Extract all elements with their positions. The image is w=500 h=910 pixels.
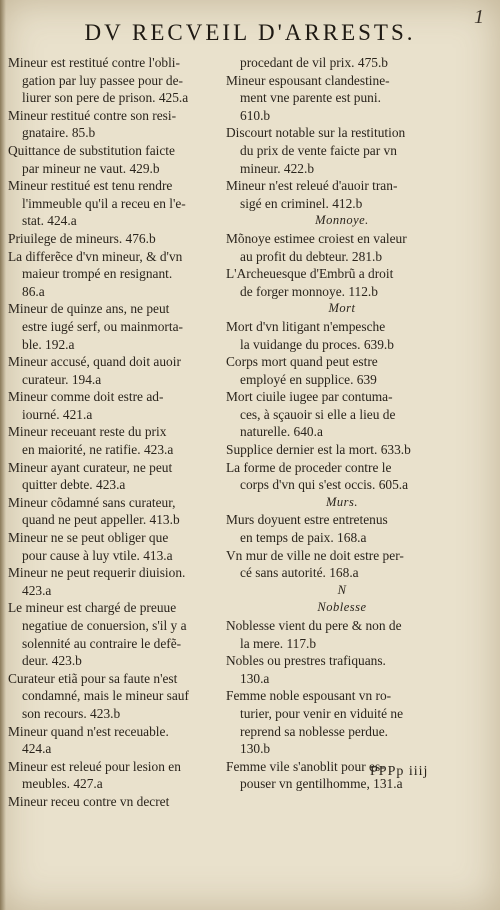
index-entry-line: iourné. 421.a <box>22 406 93 422</box>
index-entry-line: Corps mort quand peut estre <box>226 354 378 370</box>
index-entry-line: Mineur de quinze ans, ne peut <box>8 301 170 317</box>
running-header: DV RECVEIL D'ARRESTS. <box>84 20 416 45</box>
index-entry-line: Le mineur est chargé de preuue <box>8 600 177 616</box>
index-entry-line: par mineur ne vaut. 429.b <box>22 160 160 176</box>
index-entry-line: quand ne peut appeller. 413.b <box>22 512 180 528</box>
index-entry-line: de forger monnoye. 112.b <box>240 283 378 299</box>
index-entry-line: Mineur comme doit estre ad- <box>8 389 164 405</box>
index-entry-line: Discourt notable sur la restitution <box>226 125 406 141</box>
index-entry-line: Mineur quand n'est receuable. <box>8 723 169 739</box>
index-entry-line: Mineur restitué contre son resi- <box>8 107 177 123</box>
printer-signature-mark: PPPp iiij <box>370 764 429 779</box>
index-entry-line: au profit du debteur. 281.b <box>240 248 383 264</box>
index-entry-line: liurer son pere de prison. 425.a <box>22 90 189 106</box>
index-entry-line: pouser vn gentilhomme, 131.a <box>240 776 403 792</box>
index-entry-line: Mineur receu contre vn decret <box>8 793 170 809</box>
index-entry-line: Mineur accusé, quand doit auoir <box>8 354 181 370</box>
index-entry-line: Mineur est releué pour lesion en <box>8 758 181 774</box>
index-entry-line: Mineur ne peut requerir diuision. <box>8 565 186 581</box>
index-entry-line: Nobles ou prestres trafiquans. <box>226 653 386 669</box>
index-entry-line: Priuilege de mineurs. 476.b <box>8 230 156 246</box>
index-entry-line: reprend sa noblesse perdue. <box>240 723 388 739</box>
index-entry-line: procedant de vil prix. 475.b <box>240 55 389 70</box>
index-entry-line: Mineur restitué est tenu rendre <box>8 178 173 194</box>
index-entry-line: corps d'vn qui s'est occis. 605.a <box>240 477 409 493</box>
index-entry-line: en temps de paix. 168.a <box>240 530 367 546</box>
index-entry-line: employé en supplice. 639 <box>240 371 377 387</box>
index-entry-line: negatiue de conuersion, s'il y a <box>22 618 187 633</box>
index-section-heading: Mort <box>328 301 356 316</box>
index-entry-line: 610.b <box>240 107 271 123</box>
left-index-column <box>8 54 222 811</box>
index-entry-line: pour cause à luy vtile. 413.a <box>22 547 173 563</box>
index-section-heading: Murs. <box>325 494 359 509</box>
index-entry-line: 130.b <box>240 741 271 757</box>
index-entry-line: Mõnoye estimee croiest en valeur <box>226 230 407 246</box>
index-entry-line: Murs doyuent estre entretenus <box>226 512 388 528</box>
index-section-heading: Monnoye. <box>315 213 369 228</box>
index-entry-line: curateur. 194.a <box>22 371 102 387</box>
index-entry-line: La differẽce d'vn mineur, & d'vn <box>8 248 183 264</box>
index-entry-line: 130.a <box>240 670 270 686</box>
index-entry-line: en maiorité, ne ratifie. 423.a <box>22 442 174 458</box>
index-entry-line: solennité au contraire le defẽ- <box>22 635 182 651</box>
index-entry-line: ces, à sçauoir si elle a lieu de <box>240 406 396 422</box>
index-entry-line: son recours. 423.b <box>22 705 121 721</box>
index-entry-line: 86.a <box>22 283 45 299</box>
index-entry-line: sigé en criminel. 412.b <box>240 195 363 211</box>
index-entry-line: Mort ciuile iugee par contuma- <box>226 389 393 405</box>
index-entry-line: mineur. 422.b <box>240 160 315 176</box>
index-entry-line: l'immeuble qu'il a receu en l'e- <box>22 195 186 211</box>
index-entry-line: Mineur espousant clandestine- <box>226 72 390 88</box>
index-section-heading: Noblesse <box>317 600 367 615</box>
index-entry-line: quitter debte. 423.a <box>22 477 126 493</box>
index-entry-line: gation par luy passee pour de- <box>22 72 184 88</box>
index-entry-line: La forme de proceder contre le <box>226 459 392 475</box>
index-entry-line: Vn mur de ville ne doit estre per- <box>226 547 404 563</box>
index-entry-line: gnataire. 85.b <box>22 125 96 141</box>
index-entry-line: ment vne parente est puni. <box>240 90 381 106</box>
index-section-heading: N <box>337 582 347 597</box>
index-entry-line: Mineur ayant curateur, ne peut <box>8 459 173 475</box>
index-entry-line: Mineur receuant reste du prix <box>8 424 167 440</box>
index-entry-line: cé sans autorité. 168.a <box>240 565 359 581</box>
index-entry-line: Supplice dernier est la mort. 633.b <box>226 442 411 458</box>
index-entry-line: Mineur ne se peut obliger que <box>8 530 169 546</box>
page-gutter-shadow <box>0 0 6 910</box>
index-entry-line: maieur trompé en resignant. <box>22 266 173 282</box>
index-entry-line: turier, pour venir en viduité ne <box>240 705 404 721</box>
index-entry-line: Mineur est restitué contre l'obli- <box>8 55 180 70</box>
index-entry-line: estre iugé serf, ou mainmorta- <box>22 318 184 334</box>
index-entry-line: la mere. 117.b <box>240 635 317 651</box>
index-entry-line: Quittance de substitution faicte <box>8 142 175 158</box>
index-entry-line: deur. 423.b <box>22 653 82 669</box>
index-entry-line: Femme vile s'anoblit pour es- <box>226 758 385 774</box>
index-entry-line: 423.a <box>22 582 52 598</box>
index-entry-line: meubles. 427.a <box>22 776 103 792</box>
right-index-column <box>226 54 458 793</box>
index-entry-line: Mineur cõdamné sans curateur, <box>8 494 176 510</box>
index-entry-line: la vuidange du proces. 639.b <box>240 336 394 352</box>
index-entry-line: Mort d'vn litigant n'empesche <box>226 318 386 334</box>
index-entry-line: condamné, mais le mineur sauf <box>22 688 189 704</box>
index-entry-line: naturelle. 640.a <box>240 424 323 440</box>
index-entry-line: du prix de vente faicte par vn <box>240 142 397 158</box>
index-entry-line: L'Archeuesque d'Embrũ a droit <box>226 266 394 282</box>
index-entry-line: stat. 424.a <box>22 213 77 229</box>
index-entry-line: Noblesse vient du pere & non de <box>226 618 402 633</box>
index-entry-line: Femme noble espousant vn ro- <box>226 688 392 704</box>
index-entry-line: 424.a <box>22 741 52 757</box>
page-number: 1 <box>474 6 484 28</box>
index-entry-line: Mineur n'est releué d'auoir tran- <box>226 178 398 194</box>
index-entry-line: ble. 192.a <box>22 336 75 352</box>
index-entry-line: Curateur etiã pour sa faute n'est <box>8 670 178 686</box>
